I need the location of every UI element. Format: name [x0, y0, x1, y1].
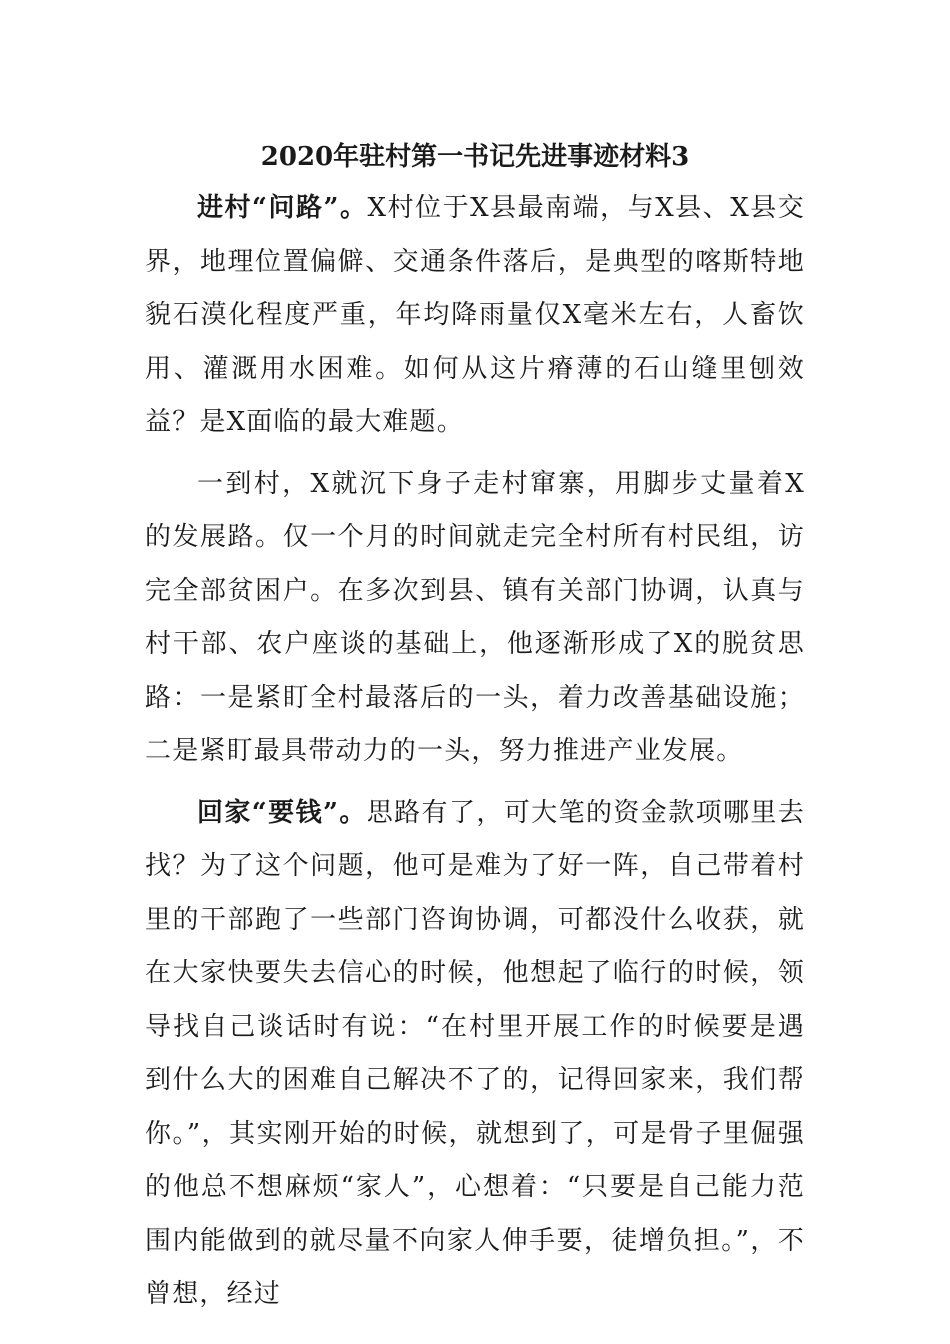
paragraph-2-text: 一到村，X就沉下身子走村窜寨，用脚步丈量着X的发展路。仅一个月的时间就走完全村所有村民组，访完全部贫困户。在多次到县、镇有关部门协调，认真与村干部、农户座谈的基础上，他逐渐形成了X的脱贫思路：一是紧盯全村最落后的一头，着力改善基础设施；二是紧盯最具带动力的一头，努力推进产业发展。: [145, 468, 805, 766]
paragraph-1: [145, 182, 805, 450]
paragraph-3-lead: 回家“要钱”。: [197, 797, 367, 828]
paragraph-3-text: 思路有了，可大笔的资金款项哪里去找？为了这个问题，他可是难为了好一阵，自己带着村里的干部跑了一些部门咨询协调，可都没什么收获，就在大家快要失去信心的时候，他想起了临行的时候，领导找自己谈话时有说：“在村里开展工作的时候要是遇到什么大的困难自己解决不了的，记得回家来，我们帮你。”，其实刚开始的时候，就想到了，可是骨子里倔强的他总不想麻烦“家人”，心想着：“只要是自己能力范围内能做到的就尽量不向家人伸手要，徒增负担。”，不曾想，经过: [145, 797, 806, 1309]
document-body: [145, 132, 805, 1322]
paragraph-2: [145, 458, 805, 779]
document-title: 2020年驻村第一书记先进事迹材料3: [260, 142, 690, 172]
paragraph-1-text: X村位于X县最南端，与X县、X县交界，地理位置偏僻、交通条件落后，是典型的喀斯特地貌石漠化程度严重，年均降雨量仅X毫米左右，人畜饮用、灌溉用水困难。如何从这片瘠薄的石山缝里刨效益？是X面临的最大难题。: [145, 193, 805, 437]
paragraph-1-lead: 进村“问路”。: [197, 193, 368, 223]
paragraph-3: [145, 787, 805, 1322]
